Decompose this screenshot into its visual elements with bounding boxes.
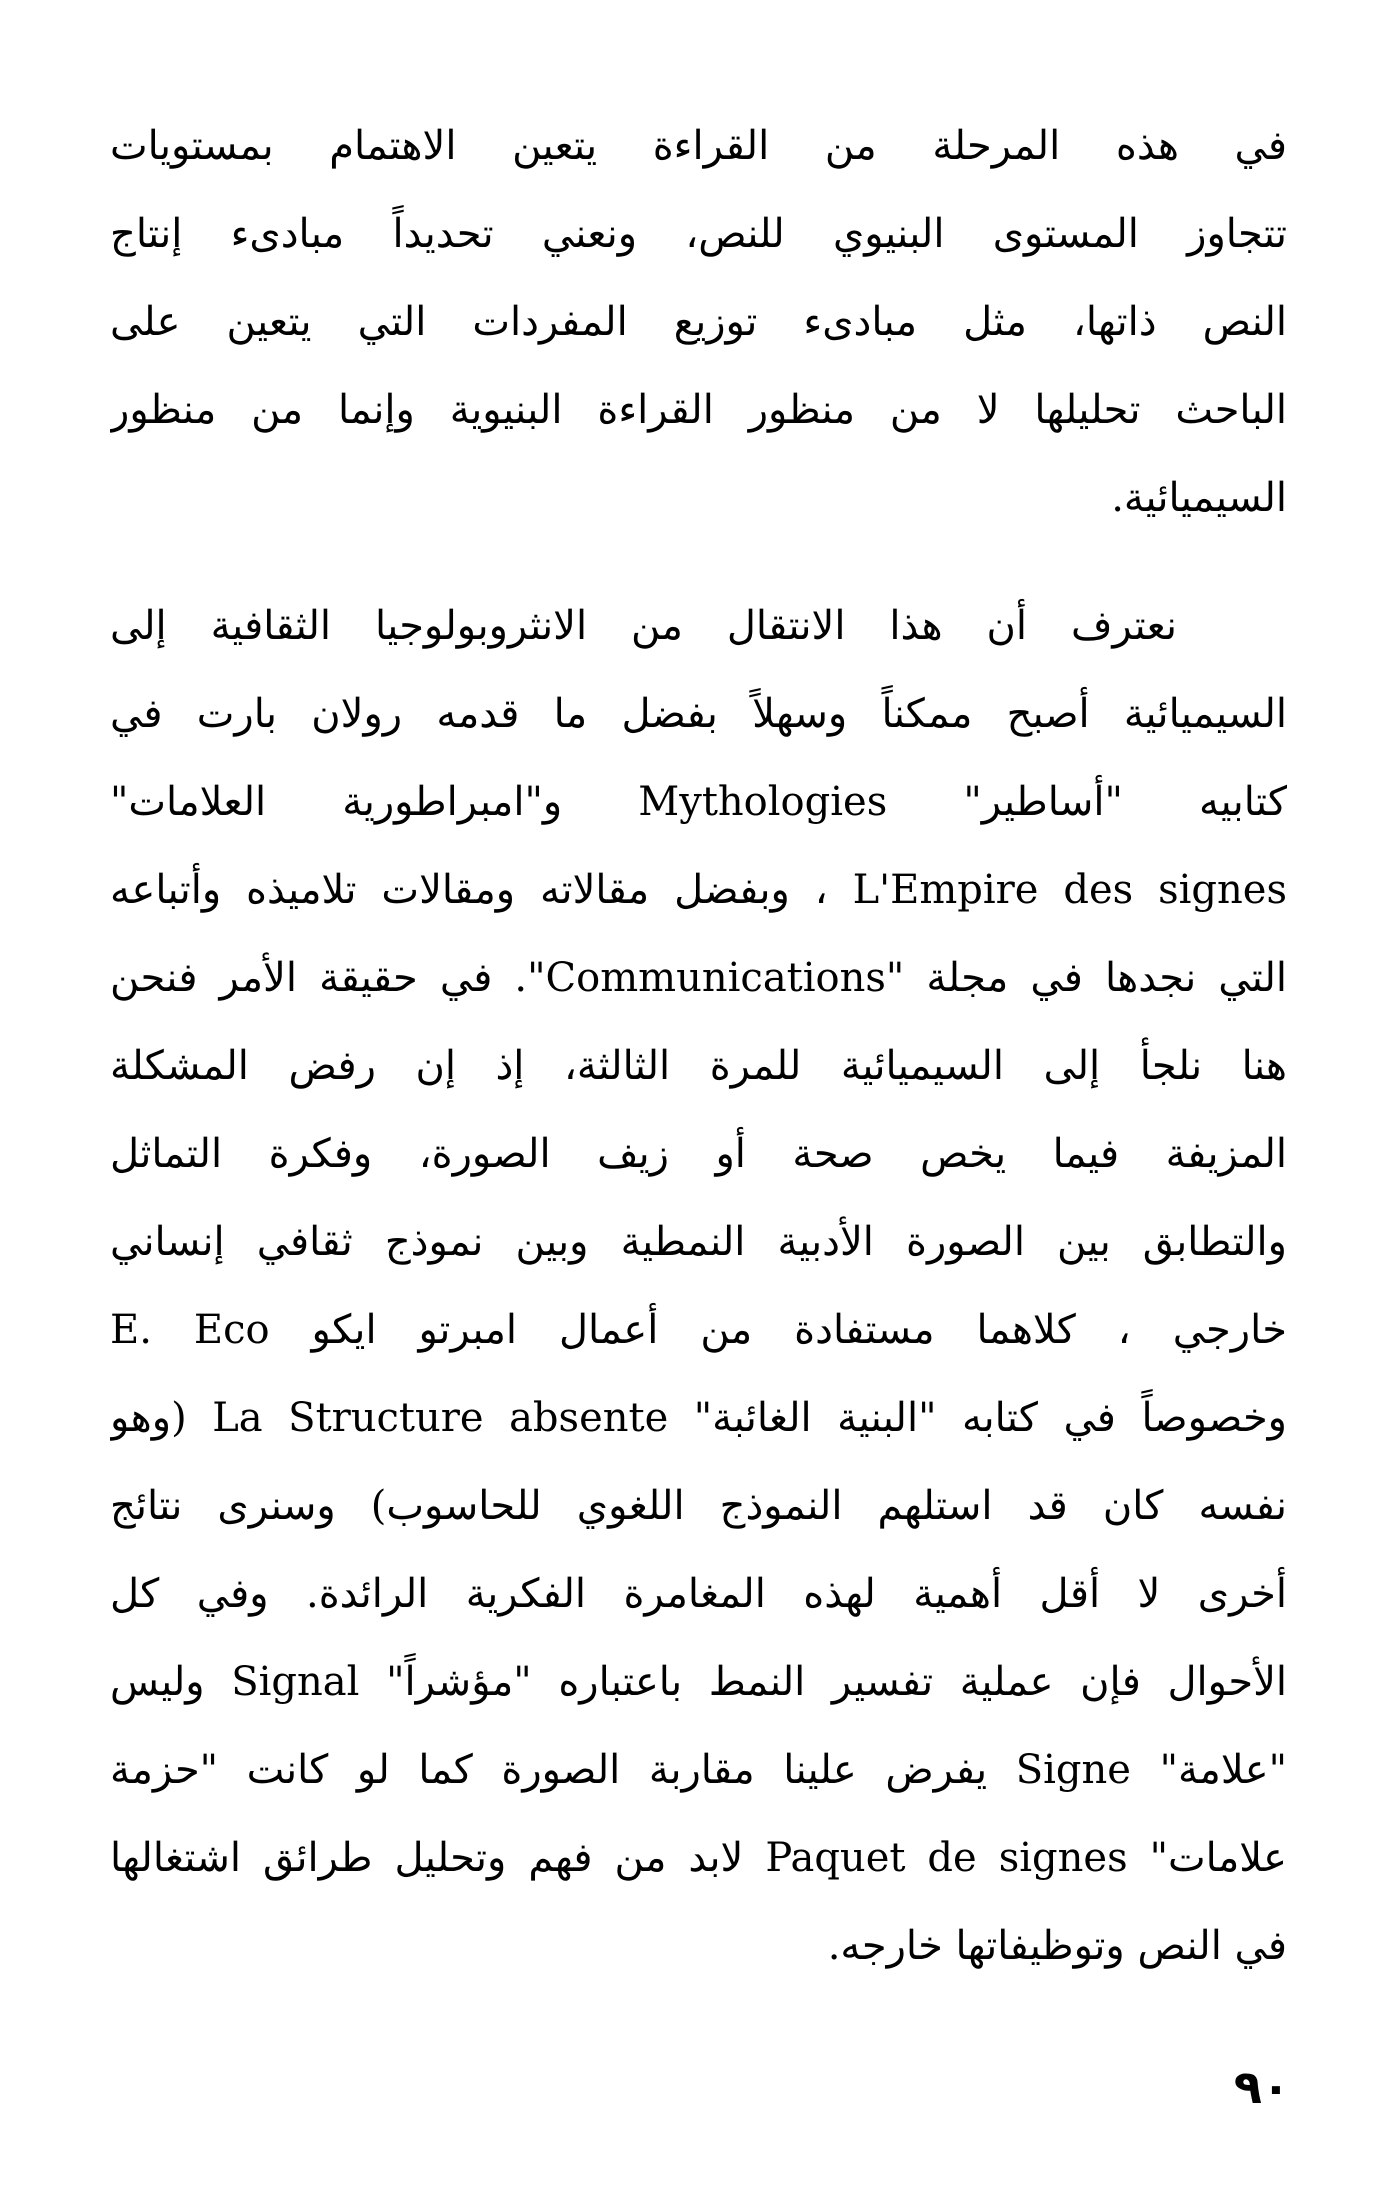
- text-line: والتطابق بين الصورة الأدبية النمطية وبين نموذج ثقافي إنساني: [110, 1219, 1287, 1265]
- text-line: كتابيه "أساطير" Mythologies و"امبراطورية العلامات": [110, 779, 1287, 825]
- text-line-indented: نعترف أن هذا الانتقال من الانثروبولوجيا الثقافية إلى: [110, 603, 1177, 649]
- text-line: التي نجدها في مجلة "Communications". في حقيقة الأمر فنحن: [110, 955, 1287, 1001]
- text-line: أخرى لا أقل أهمية لهذه المغامرة الفكرية الرائدة. وفي كل: [110, 1571, 1287, 1617]
- text-line: L'Empire des signes ، وبفضل مقالاته ومقالات تلاميذه وأتباعه: [110, 867, 1287, 913]
- text-line: النص ذاتها، مثل مبادىء توزيع المفردات التي يتعين على: [110, 299, 1287, 345]
- text-line: الباحث تحليلها لا من منظور القراءة البنيوية وإنما من منظور: [110, 387, 1287, 433]
- paragraph-1: [110, 102, 1287, 542]
- text-line: السيميائية.: [1111, 475, 1287, 521]
- text-line: السيميائية أصبح ممكناً وسهلاً بفضل ما قدمه رولان بارت في: [110, 691, 1287, 737]
- text-line: هنا نلجأ إلى السيميائية للمرة الثالثة، إذ إن رفض المشكلة: [110, 1043, 1287, 1089]
- text-line: المزيفة فيما يخص صحة أو زيف الصورة، وفكرة التماثل: [110, 1131, 1287, 1177]
- text-line: وخصوصاً في كتابه "البنية الغائبة" La Structure absente (وهو: [110, 1395, 1287, 1441]
- paragraph-2: [110, 582, 1287, 1990]
- text-line: "علامة" Signe يفرض علينا مقاربة الصورة كما لو كانت "حزمة: [110, 1747, 1287, 1793]
- page-number: ٩٠: [1233, 2060, 1290, 2114]
- text-line: في النص وتوظيفاتها خارجه.: [827, 1923, 1287, 1969]
- text-line: نفسه كان قد استلهم النموذج اللغوي للحاسوب) وسنرى نتائج: [110, 1483, 1287, 1529]
- text-line: تتجاوز المستوى البنيوي للنص، ونعني تحديداً مبادىء إنتاج: [110, 211, 1287, 257]
- text-line: الأحوال فإن عملية تفسير النمط باعتباره "مؤشراً" Signal وليس: [110, 1659, 1287, 1705]
- text-line: خارجي ، كلاهما مستفادة من أعمال امبرتو ايكو E. Eco: [110, 1307, 1287, 1353]
- text-line: علامات" Paquet de signes لابد من فهم وتحليل طرائق اشتغالها: [110, 1835, 1287, 1881]
- text-line: في هذه المرحلة من القراءة يتعين الاهتمام بمستويات: [110, 123, 1287, 169]
